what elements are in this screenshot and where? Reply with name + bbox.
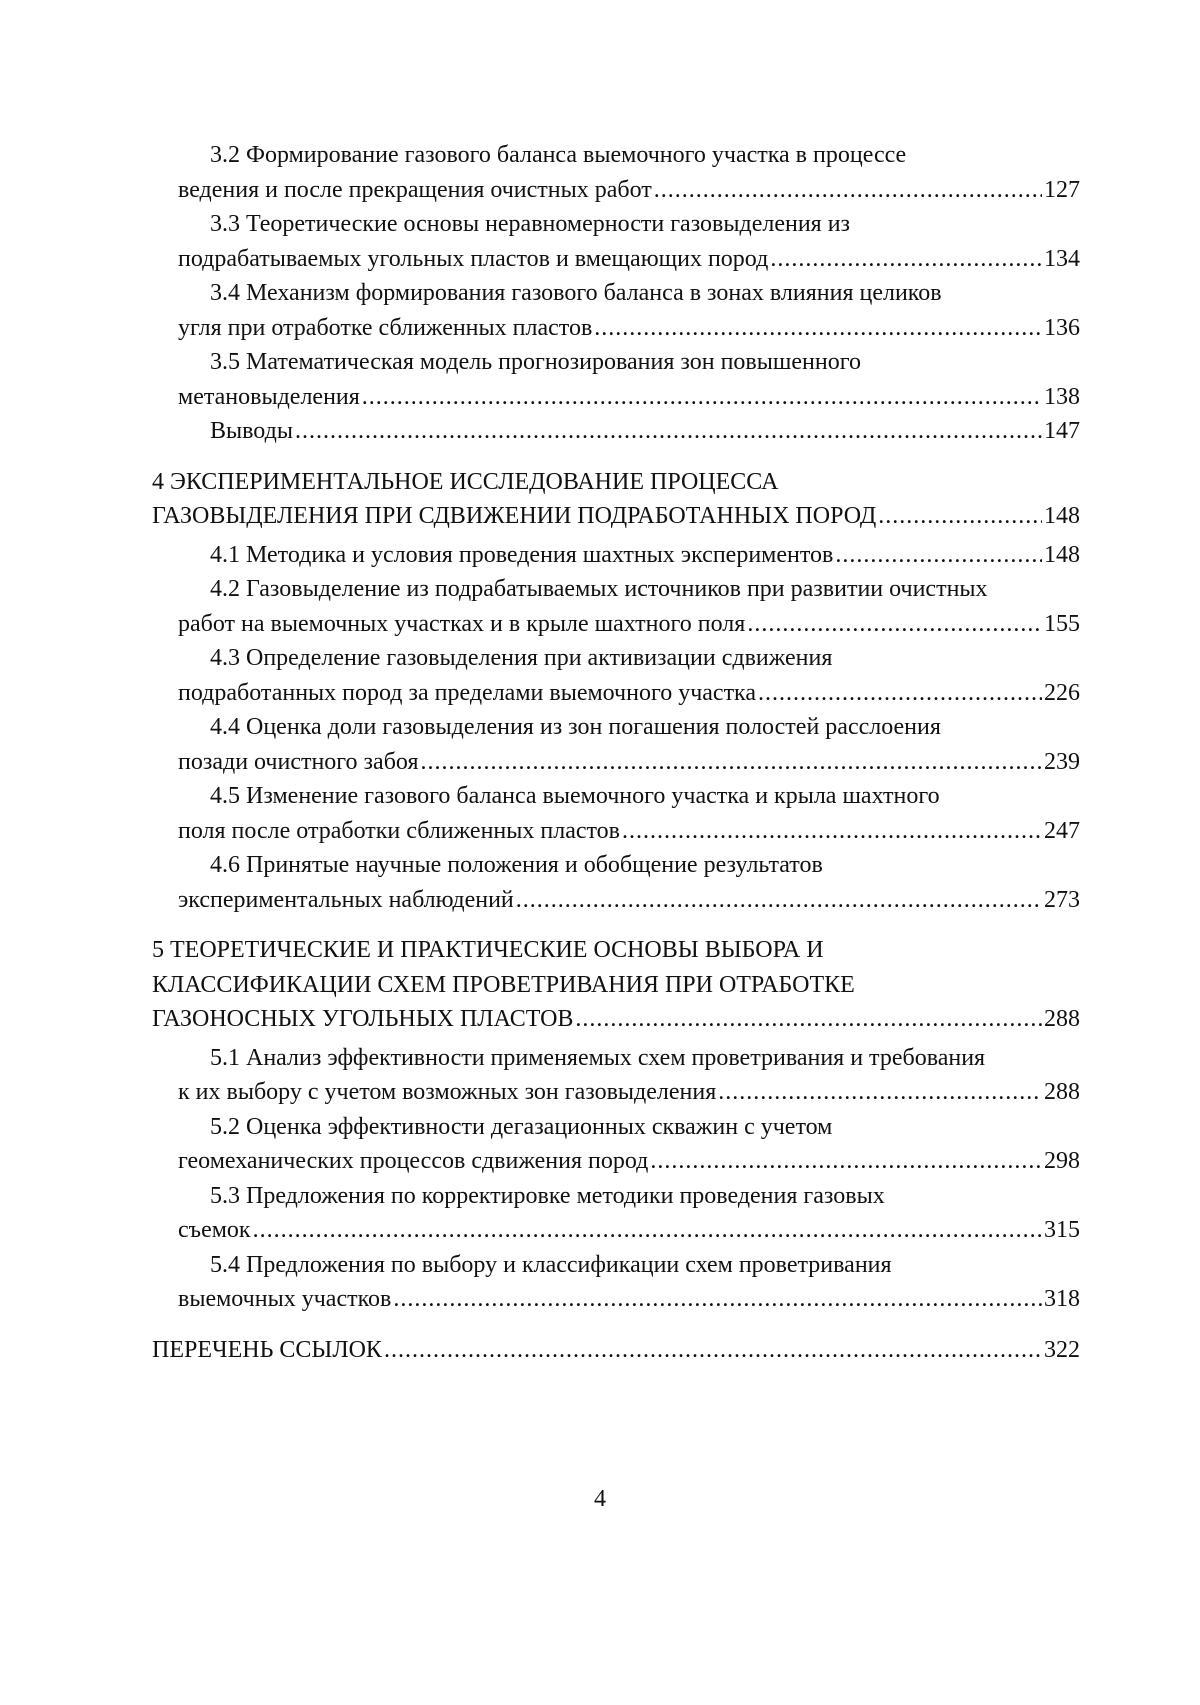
dot-leader: [253, 1213, 1042, 1248]
toc-entry-3-2[interactable]: [152, 138, 1080, 207]
toc-entry-5-1[interactable]: [152, 1041, 1080, 1110]
toc-entry-title-cont: выемочных участков: [178, 1286, 392, 1312]
dot-leader: [393, 1282, 1042, 1317]
toc-entry-title: 5.4 Предложения по выбору и классификации схем проветривания: [210, 1251, 892, 1278]
toc-entry-title-cont: метановыделения: [178, 383, 360, 410]
toc-entry-title: 5.2 Оценка эффективности дегазационных скважин с учетом: [210, 1113, 833, 1140]
toc-entry-title-cont: ведения и после прекращения очистных работ: [178, 176, 652, 203]
toc-entry-3-3[interactable]: [152, 207, 1080, 276]
toc-chapter-title: 4 ЭКСПЕРИМЕНТАЛЬНОЕ ИССЛЕДОВАНИЕ ПРОЦЕССА: [152, 468, 779, 495]
toc-page-number: 315: [1044, 1217, 1080, 1243]
toc-entry-3-4[interactable]: [152, 276, 1080, 345]
dot-leader: [650, 1144, 1042, 1179]
dot-leader: [362, 380, 1042, 415]
toc-chapter-title-cont: ГАЗОВЫДЕЛЕНИЯ ПРИ СДВИЖЕНИИ ПОДРАБОТАННЫХ ПОРОД: [152, 503, 877, 529]
toc-page-number: 226: [1044, 679, 1080, 706]
toc-entry-title-cont: поля после отработки сближенных пластов: [178, 817, 621, 844]
toc-entry-title: 3.5 Математическая модель прогнозирования зон повышенного: [210, 349, 861, 375]
toc-entry-title-cont: угля при отработке сближенных пластов: [178, 314, 593, 341]
toc-entry-title: 4.1 Методика и условия проведения шахтных экспериментов: [210, 541, 834, 568]
dot-leader: [747, 607, 1042, 642]
toc-entry-5-4[interactable]: [152, 1248, 1080, 1317]
dot-leader: [594, 311, 1042, 346]
dot-leader: [295, 414, 1042, 449]
dot-leader: [835, 538, 1042, 573]
toc-page-number: 318: [1044, 1286, 1080, 1312]
toc-entry-4-3[interactable]: [152, 641, 1080, 710]
dot-leader: [758, 676, 1042, 711]
toc-entry-4-4[interactable]: [152, 710, 1080, 779]
toc-page-number: 136: [1044, 314, 1080, 341]
toc-entry-4-6[interactable]: [152, 848, 1080, 917]
toc-entry-title-cont: съемок: [178, 1217, 251, 1243]
toc-chapter-4[interactable]: [152, 465, 1080, 534]
dot-leader: [420, 745, 1042, 780]
toc-entry-title: 5.3 Предложения по корректировке методики проведения газовых: [210, 1182, 885, 1209]
toc-page-number: 322: [1044, 1336, 1080, 1363]
toc-entry-4-2[interactable]: [152, 572, 1080, 641]
toc-references-title: ПЕРЕЧЕНЬ ССЫЛОК: [152, 1336, 382, 1363]
toc-entry-3-5[interactable]: [152, 345, 1080, 414]
toc-entry-4-1[interactable]: [152, 538, 1080, 573]
toc-entry-title: 3.4 Механизм формирования газового баланса в зонах влияния целиков: [210, 280, 942, 306]
toc-entry-title: Выводы: [210, 418, 293, 444]
toc-page-number: 148: [1044, 541, 1080, 568]
toc-entry-title-cont: работ на выемочных участках и в крыле шахтного поля: [178, 610, 746, 637]
dot-leader: [770, 242, 1042, 277]
toc-entry-title: 3.3 Теоретические основы неравномерности газовыделения из: [210, 211, 851, 237]
dot-leader: [516, 883, 1042, 918]
toc-entry-title-cont: позади очистного забоя: [178, 748, 419, 775]
dot-leader: [654, 173, 1042, 208]
toc-page-number: 148: [1044, 503, 1080, 529]
toc-entry-title-cont: к их выбору с учетом возможных зон газовыделения: [178, 1079, 717, 1105]
page-number: 4: [594, 1486, 606, 1512]
toc-page-number: 155: [1044, 610, 1080, 637]
toc-page-number: 247: [1044, 817, 1080, 844]
toc-entry-5-3[interactable]: [152, 1179, 1080, 1248]
toc-entry-5-2[interactable]: [152, 1110, 1080, 1179]
toc-entry-title-cont: подработанных пород за пределами выемочного участка: [178, 679, 757, 706]
toc-page-number: 288: [1044, 1079, 1080, 1105]
dot-leader: [384, 1333, 1042, 1368]
dot-leader: [718, 1075, 1042, 1110]
toc-entry-title-cont: подрабатываемых угольных пластов и вмещающих пород: [178, 245, 769, 272]
toc-entry-title: 5.1 Анализ эффективности применяемых схем проветривания и требования: [210, 1044, 986, 1071]
toc-page-number: 138: [1044, 383, 1080, 410]
toc-page-number: 288: [1044, 1006, 1080, 1032]
toc-entry-title: 4.6 Принятые научные положения и обобщение результатов: [210, 852, 823, 878]
toc-entry-4-5[interactable]: [152, 779, 1080, 848]
toc-page-number: 127: [1044, 176, 1080, 203]
toc-entry-title: 4.3 Определение газовыделения при активизации сдвижения: [210, 645, 833, 671]
toc-page-number: 147: [1044, 418, 1080, 444]
toc-page-number: 298: [1044, 1148, 1080, 1174]
toc-chapter-title: 5 ТЕОРЕТИЧЕСКИЕ И ПРАКТИЧЕСКИЕ ОСНОВЫ ВЫБОРА И: [152, 937, 824, 963]
toc-page-number: 273: [1044, 886, 1080, 913]
toc-entry-title: 4.5 Изменение газового баланса выемочного участка и крыла шахтного: [210, 783, 940, 809]
toc-entry-conclusions-3[interactable]: [152, 414, 1080, 449]
toc-entry-title: 4.2 Газовыделение из подрабатываемых источников при развитии очистных: [210, 576, 988, 602]
toc-entry-title-cont: геомеханических процессов сдвижения пород: [178, 1148, 649, 1174]
toc-chapter-title-cont: ГАЗОНОСНЫХ УГОЛЬНЫХ ПЛАСТОВ: [152, 1006, 574, 1032]
toc-references[interactable]: [152, 1333, 1080, 1368]
toc-entry-title-cont: экспериментальных наблюдений: [178, 886, 514, 913]
dot-leader: [575, 1002, 1042, 1037]
toc-chapter-5[interactable]: [152, 933, 1080, 1037]
toc-entry-title: 4.4 Оценка доли газовыделения из зон погашения полостей расслоения: [210, 714, 941, 740]
toc-chapter-title-cont: КЛАССИФИКАЦИИ СХЕМ ПРОВЕТРИВАНИЯ ПРИ ОТРАБОТКЕ: [152, 971, 855, 998]
table-of-contents: [152, 138, 1080, 1367]
dot-leader: [878, 499, 1042, 534]
toc-page-number: 239: [1044, 748, 1080, 775]
toc-page-number: 134: [1044, 245, 1080, 272]
dot-leader: [622, 814, 1042, 849]
toc-entry-title: 3.2 Формирование газового баланса выемочного участка в процессе: [210, 142, 907, 168]
